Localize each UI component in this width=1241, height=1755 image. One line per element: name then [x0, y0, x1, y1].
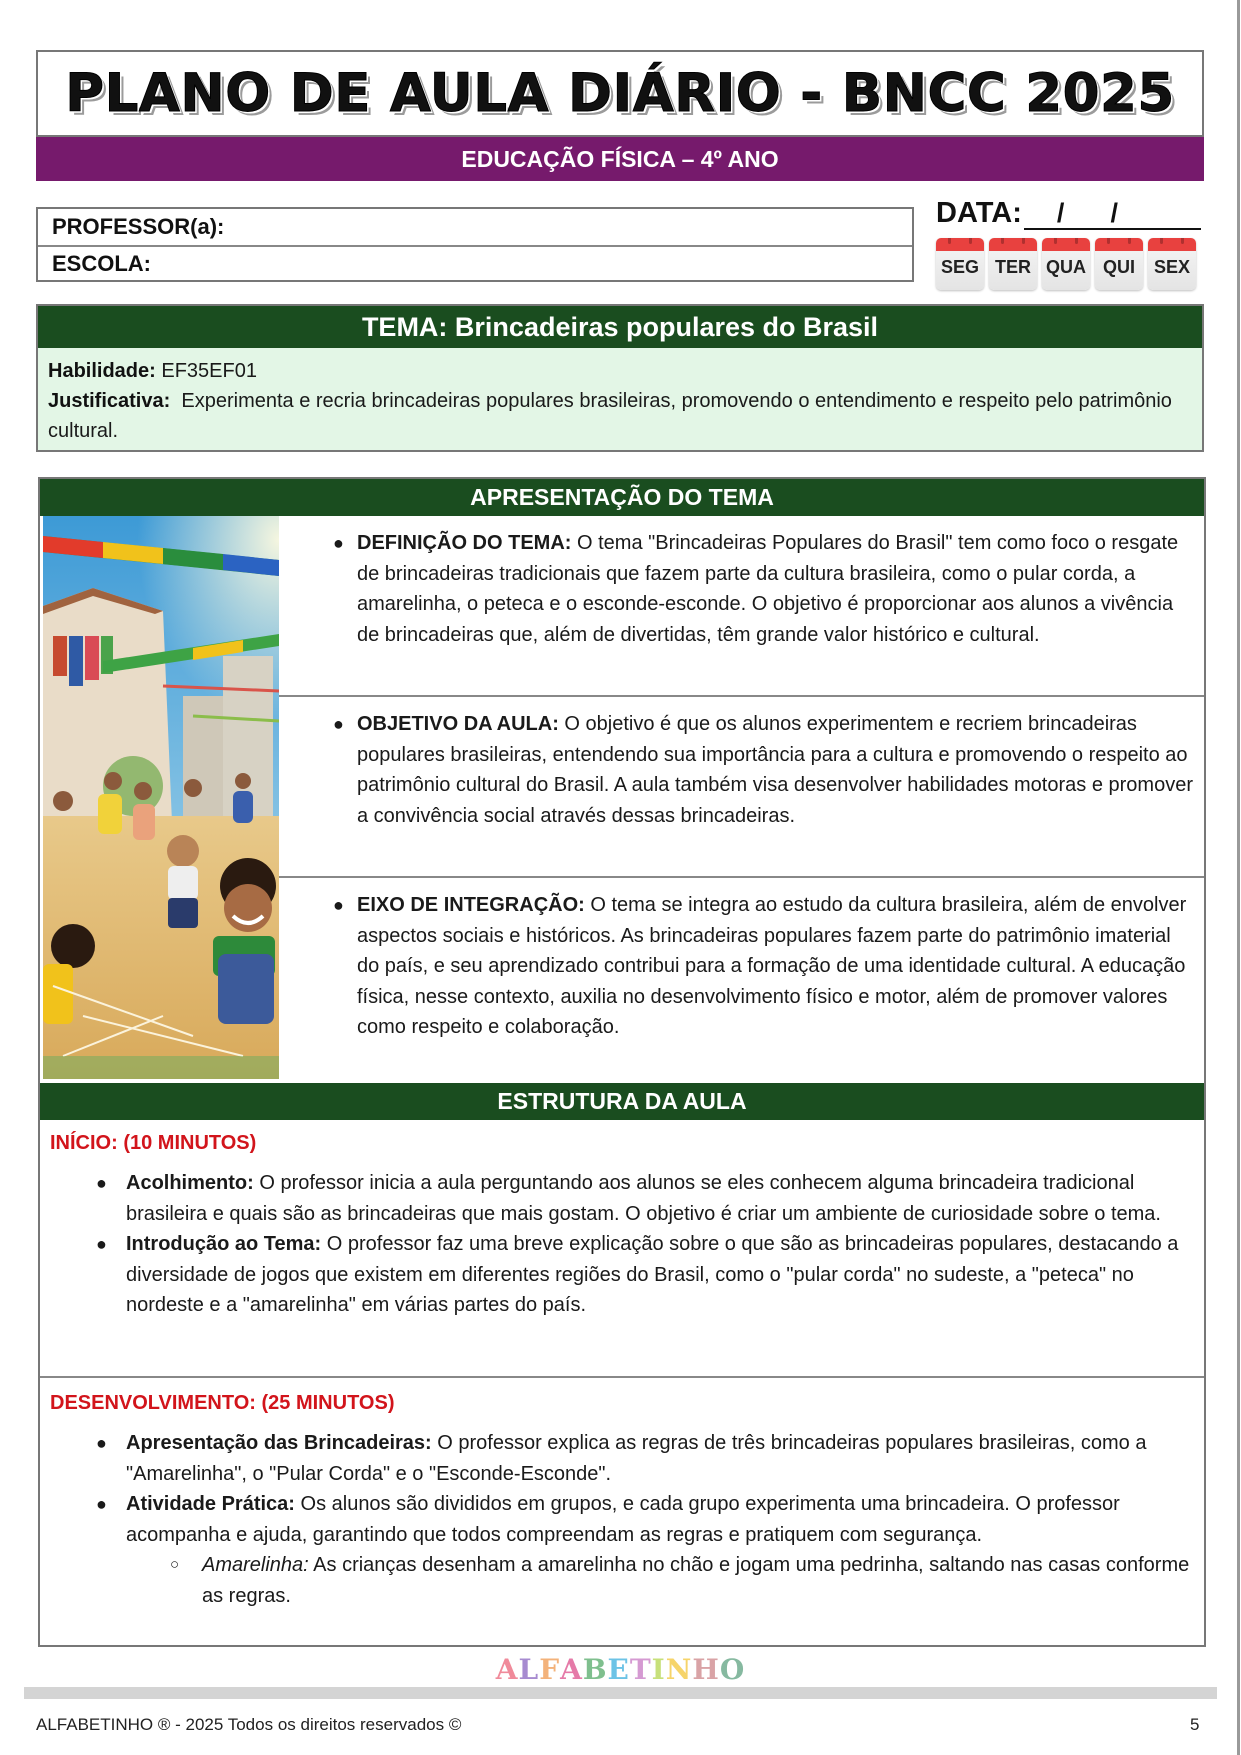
apresentacao-heading: APRESENTAÇÃO DO TEMA — [40, 479, 1204, 516]
weekday-ter[interactable] — [989, 238, 1037, 290]
weekday-label: QUA — [1046, 257, 1086, 277]
children-playing-illustration — [43, 516, 279, 1079]
circle-bullet-icon: ○ — [170, 1556, 180, 1573]
weekday-qui[interactable] — [1095, 238, 1143, 290]
item-label: Introdução ao Tema: — [126, 1233, 322, 1255]
calendar-icon — [1148, 238, 1196, 251]
calendar-icon — [1042, 238, 1090, 251]
weekday-sex[interactable] — [1148, 238, 1196, 290]
weekday-label: TER — [995, 257, 1031, 277]
date-separator: / — [1056, 198, 1065, 228]
subject-banner: EDUCAÇÃO FÍSICA – 4º ANO — [36, 137, 1204, 181]
habilidade-value: EF35EF01 — [155, 360, 257, 382]
item-text: O professor faz uma breve explicação sobre o que são as brincadeiras populares, destacando a diversidade de jogos que existem em diferentes regiões do Brasil, como o "pular corda" no sudeste, a "peteca" no nordeste e a "amarelinha" em várias partes do país. — [126, 1233, 1179, 1316]
weekday-selector — [936, 238, 1201, 290]
weekday-label: QUI — [1102, 257, 1135, 277]
phase-inicio — [40, 1120, 1204, 1376]
bullet-icon: ● — [96, 1494, 107, 1514]
apresentacao-item — [279, 695, 1204, 876]
professor-label: PROFESSOR(a): — [52, 214, 225, 239]
weekday-label: SEX — [1153, 257, 1191, 277]
school-field[interactable] — [38, 245, 912, 281]
weekday-label: SEG — [940, 257, 979, 277]
bullet-icon: ● — [96, 1234, 107, 1254]
justificativa-label: Justificativa: — [48, 390, 171, 412]
tema-body — [38, 348, 1202, 446]
bullet-icon: ● — [96, 1433, 107, 1453]
sub-list-item — [50, 1550, 1194, 1611]
phase-title: INÍCIO: (10 MINUTOS) — [50, 1131, 257, 1154]
tema-section — [36, 304, 1204, 452]
date-block — [936, 192, 1201, 290]
phase-title: DESENVOLVIMENTO: (25 MINUTOS) — [50, 1391, 395, 1414]
calendar-icon — [989, 238, 1037, 251]
bullet-icon: ● — [333, 895, 344, 915]
habilidade-label: Habilidade: — [48, 360, 156, 382]
footer-divider — [24, 1687, 1217, 1699]
list-item — [50, 1168, 1194, 1229]
item-label: Apresentação das Brincadeiras: — [126, 1432, 432, 1454]
estrutura-section — [38, 1083, 1206, 1647]
list-item — [50, 1489, 1194, 1550]
bullet-icon: ● — [333, 714, 344, 734]
list-item — [50, 1229, 1194, 1321]
date-separator: / — [1110, 198, 1118, 228]
subitem-label: Amarelinha: — [202, 1554, 309, 1576]
brand-logo: ALFABETINHO — [495, 1653, 746, 1686]
item-label: Atividade Prática: — [126, 1493, 295, 1515]
apresentacao-section — [38, 477, 1206, 1083]
professor-field[interactable] — [38, 209, 912, 245]
justificativa-value: Experimenta e recria brincadeiras populares brasileiras, promovendo o entendimento e respeito pelo patrimônio cultural. — [48, 390, 1178, 442]
justificativa-line — [48, 386, 1192, 446]
item-text: O objetivo é que os alunos experimentem e recriem brincadeiras populares brasileiras, entendendo sua importância para a cultura e promovendo o respeito ao patrimônio cultural do Brasil. A aula também visa desenvolver habilidades motoras e promover a convivência social através dessas brincadeiras. — [357, 713, 1193, 827]
calendar-icon — [1095, 238, 1143, 251]
date-blank[interactable] — [1024, 198, 1201, 230]
page-title: PLANO DE AULA DIÁRIO - BNCC 2025 — [65, 63, 1175, 124]
calendar-icon — [936, 238, 984, 251]
item-text: O tema "Brincadeiras Populares do Brasil" tem como foco o resgate de brincadeiras tradicionais que fazem parte da cultura brasileira, como o pular corda, a amarelinha, o peteca e o esconde-esconde. O objetivo é proporcionar aos alunos a vivência de brincadeiras que, além de divertidas, têm grande valor histórico e cultural. — [357, 532, 1179, 646]
page-number: 5 — [1190, 1715, 1200, 1734]
bullet-icon: ● — [96, 1173, 107, 1193]
apresentacao-item — [279, 876, 1204, 1083]
page-edge-divider — [1237, 0, 1240, 1755]
subitem-text: As crianças desenham a amarelinha no chão e jogam uma pedrinha, saltando nas casas conforme as regras. — [202, 1554, 1190, 1607]
item-label: Acolhimento: — [126, 1172, 254, 1194]
item-text: O professor inicia a aula perguntando aos alunos se eles conhecem alguma brincadeira tradicional brasileira e quais são as brincadeiras que mais gostam. O objetivo é criar um ambiente de curiosidade sobre o tema. — [126, 1172, 1161, 1225]
tema-title: TEMA: Brincadeiras populares do Brasil — [38, 306, 1202, 348]
phase-desenvolvimento — [40, 1376, 1204, 1645]
item-label: EIXO DE INTEGRAÇÃO: — [357, 894, 585, 916]
item-label: OBJETIVO DA AULA: — [357, 713, 559, 735]
item-text: O professor explica as regras de três brincadeiras populares brasileiras, como a "Amarelinha", o "Pular Corda" e o "Esconde-Esconde". — [126, 1432, 1147, 1485]
title-box — [36, 50, 1204, 137]
estrutura-heading: ESTRUTURA DA AULA — [40, 1083, 1204, 1120]
date-label: DATA: — [936, 197, 1022, 229]
copyright-text: ALFABETINHO ® - 2025 Todos os direitos reservados © — [36, 1715, 462, 1734]
date-field[interactable] — [936, 192, 1201, 230]
item-text: Os alunos são divididos em grupos, e cada grupo experimenta uma brincadeira. O professor acompanha e ajuda, garantindo que todos compreendam as regras e pratiquem com segurança. — [126, 1493, 1120, 1546]
item-text: O tema se integra ao estudo da cultura brasileira, além de envolver aspectos sociais e históricos. As brincadeiras populares fazem parte do patrimônio imaterial do país, e seu aprendizado contribui para a formação de uma identidade cultural. A educação física, nesse contexto, auxilia no desenvolvimento físico e motor, além de promover valores como respeito e colaboração. — [357, 894, 1187, 1038]
item-label: DEFINIÇÃO DO TEMA: — [357, 532, 572, 554]
list-item — [50, 1428, 1194, 1489]
weekday-qua[interactable] — [1042, 238, 1090, 290]
teacher-school-form — [36, 207, 914, 282]
school-label: ESCOLA: — [52, 251, 151, 276]
weekday-seg[interactable] — [936, 238, 984, 290]
apresentacao-item — [279, 516, 1204, 695]
bullet-icon: ● — [333, 533, 344, 553]
habilidade-line — [48, 356, 1192, 386]
